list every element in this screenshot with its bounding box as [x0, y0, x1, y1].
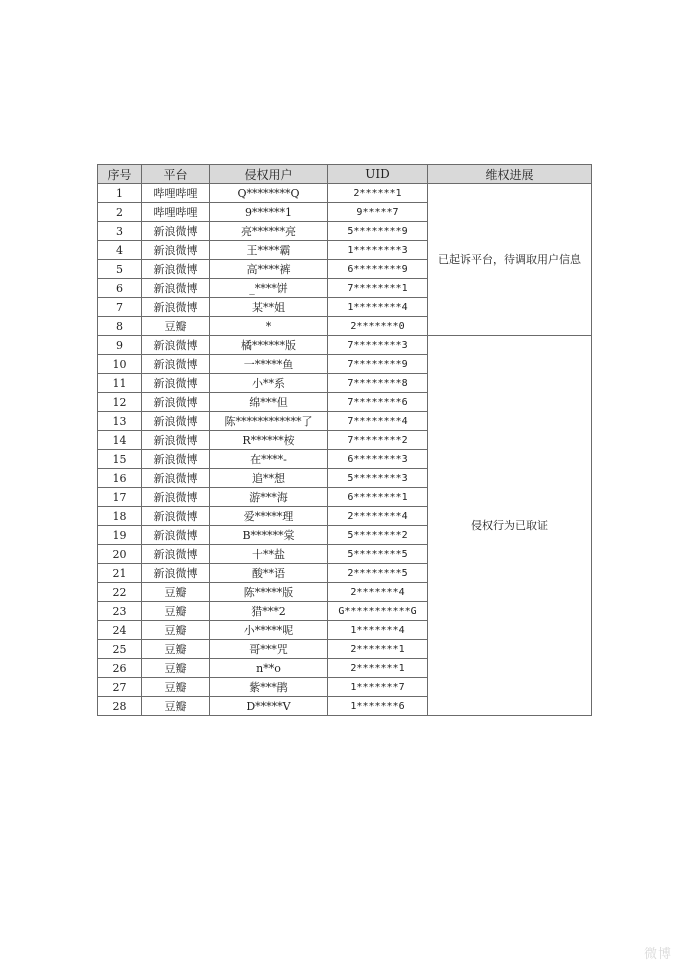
cell-no: 8 — [98, 317, 142, 336]
cell-user: 哥***咒 — [210, 640, 328, 659]
cell-user: * — [210, 317, 328, 336]
cell-user: 猎***2 — [210, 602, 328, 621]
cell-user: 在****- — [210, 450, 328, 469]
cell-platform: 新浪微博 — [142, 431, 210, 450]
table-row — [98, 184, 592, 203]
cell-platform: 新浪微博 — [142, 564, 210, 583]
cell-platform: 新浪微博 — [142, 450, 210, 469]
cell-uid: 2*******1 — [328, 640, 428, 659]
cell-uid: 7********1 — [328, 279, 428, 298]
cell-uid: G***********G — [328, 602, 428, 621]
cell-platform: 新浪微博 — [142, 298, 210, 317]
cell-uid: 6********9 — [328, 260, 428, 279]
cell-platform: 新浪微博 — [142, 507, 210, 526]
cell-no: 6 — [98, 279, 142, 298]
cell-no: 19 — [98, 526, 142, 545]
cell-platform: 豆瓣 — [142, 583, 210, 602]
cell-no: 25 — [98, 640, 142, 659]
cell-user: R******桉 — [210, 431, 328, 450]
cell-user: _****饼 — [210, 279, 328, 298]
cell-no: 3 — [98, 222, 142, 241]
cell-no: 24 — [98, 621, 142, 640]
cell-platform: 新浪微博 — [142, 355, 210, 374]
header-platform: 平台 — [142, 165, 210, 184]
cell-uid: 2********4 — [328, 507, 428, 526]
cell-no: 1 — [98, 184, 142, 203]
cell-no: 17 — [98, 488, 142, 507]
header-no: 序号 — [98, 165, 142, 184]
cell-uid: 6********3 — [328, 450, 428, 469]
cell-no: 13 — [98, 412, 142, 431]
cell-no: 18 — [98, 507, 142, 526]
cell-uid: 2********5 — [328, 564, 428, 583]
cell-uid: 1*******4 — [328, 621, 428, 640]
cell-uid: 1********4 — [328, 298, 428, 317]
cell-user: 高****裤 — [210, 260, 328, 279]
cell-uid: 5********5 — [328, 545, 428, 564]
cell-no: 10 — [98, 355, 142, 374]
cell-uid: 1*******6 — [328, 697, 428, 716]
cell-uid: 9*****7 — [328, 203, 428, 222]
cell-no: 12 — [98, 393, 142, 412]
table-header-row — [98, 165, 592, 184]
cell-uid: 5********3 — [328, 469, 428, 488]
cell-user: 绵***但 — [210, 393, 328, 412]
cell-uid: 1********3 — [328, 241, 428, 260]
cell-no: 28 — [98, 697, 142, 716]
cell-platform: 新浪微博 — [142, 488, 210, 507]
cell-platform: 新浪微博 — [142, 545, 210, 564]
header-user: 侵权用户 — [210, 165, 328, 184]
infringement-table — [97, 164, 592, 716]
cell-uid: 2******1 — [328, 184, 428, 203]
cell-no: 16 — [98, 469, 142, 488]
cell-uid: 5********2 — [328, 526, 428, 545]
cell-user: 亮******亮 — [210, 222, 328, 241]
cell-platform: 豆瓣 — [142, 602, 210, 621]
cell-no: 7 — [98, 298, 142, 317]
cell-platform: 豆瓣 — [142, 697, 210, 716]
cell-uid: 2*******4 — [328, 583, 428, 602]
cell-no: 21 — [98, 564, 142, 583]
cell-platform: 新浪微博 — [142, 374, 210, 393]
cell-platform: 豆瓣 — [142, 621, 210, 640]
cell-no: 15 — [98, 450, 142, 469]
cell-no: 23 — [98, 602, 142, 621]
cell-platform: 豆瓣 — [142, 678, 210, 697]
cell-no: 26 — [98, 659, 142, 678]
cell-uid: 7********8 — [328, 374, 428, 393]
cell-uid: 7********3 — [328, 336, 428, 355]
cell-progress: 已起诉平台，待调取用户信息 — [428, 184, 592, 336]
cell-uid: 2*******0 — [328, 317, 428, 336]
cell-no: 20 — [98, 545, 142, 564]
cell-uid: 5********9 — [328, 222, 428, 241]
table-row — [98, 336, 592, 355]
cell-progress: 侵权行为已取证 — [428, 336, 592, 716]
cell-uid: 7********2 — [328, 431, 428, 450]
cell-user: 橘******版 — [210, 336, 328, 355]
cell-user: 游***海 — [210, 488, 328, 507]
header-uid: UID — [328, 165, 428, 184]
header-progress: 维权进展 — [428, 165, 592, 184]
cell-platform: 哔哩哔哩 — [142, 203, 210, 222]
cell-user: 王****霸 — [210, 241, 328, 260]
cell-user: 小**系 — [210, 374, 328, 393]
cell-no: 27 — [98, 678, 142, 697]
cell-platform: 新浪微博 — [142, 222, 210, 241]
cell-user: 追**想 — [210, 469, 328, 488]
cell-platform: 豆瓣 — [142, 317, 210, 336]
cell-no: 22 — [98, 583, 142, 602]
cell-user: Q********Q — [210, 184, 328, 203]
cell-user: 某**姐 — [210, 298, 328, 317]
cell-user: 陈************了 — [210, 412, 328, 431]
cell-platform: 豆瓣 — [142, 640, 210, 659]
cell-uid: 6********1 — [328, 488, 428, 507]
cell-uid: 7********6 — [328, 393, 428, 412]
cell-user: 紫***鹃 — [210, 678, 328, 697]
cell-user: 酸**语 — [210, 564, 328, 583]
cell-uid: 1*******7 — [328, 678, 428, 697]
cell-no: 9 — [98, 336, 142, 355]
cell-no: 4 — [98, 241, 142, 260]
cell-platform: 新浪微博 — [142, 526, 210, 545]
cell-no: 5 — [98, 260, 142, 279]
cell-no: 14 — [98, 431, 142, 450]
cell-platform: 新浪微博 — [142, 469, 210, 488]
cell-user: n**o — [210, 659, 328, 678]
cell-platform: 豆瓣 — [142, 659, 210, 678]
cell-user: 小*****呢 — [210, 621, 328, 640]
cell-user: 爱*****理 — [210, 507, 328, 526]
watermark: 微博 — [643, 947, 672, 962]
cell-user: D*****V — [210, 697, 328, 716]
cell-platform: 新浪微博 — [142, 241, 210, 260]
cell-uid: 7********9 — [328, 355, 428, 374]
cell-platform: 哔哩哔哩 — [142, 184, 210, 203]
cell-user: B******棠 — [210, 526, 328, 545]
cell-platform: 新浪微博 — [142, 260, 210, 279]
cell-platform: 新浪微博 — [142, 336, 210, 355]
cell-user: 十**盐 — [210, 545, 328, 564]
cell-uid: 2*******1 — [328, 659, 428, 678]
cell-user: 陈*****版 — [210, 583, 328, 602]
cell-no: 2 — [98, 203, 142, 222]
cell-no: 11 — [98, 374, 142, 393]
cell-uid: 7********4 — [328, 412, 428, 431]
cell-platform: 新浪微博 — [142, 279, 210, 298]
cell-user: 一*****鱼 — [210, 355, 328, 374]
cell-platform: 新浪微博 — [142, 412, 210, 431]
cell-user: 9******1 — [210, 203, 328, 222]
table-body — [98, 184, 592, 716]
cell-platform: 新浪微博 — [142, 393, 210, 412]
